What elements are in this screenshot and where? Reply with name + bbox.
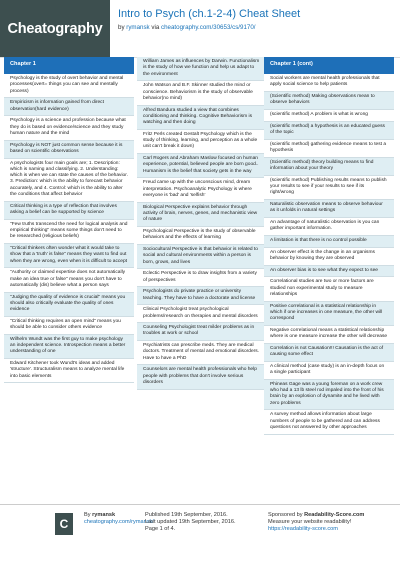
sheet-url-link[interactable]: cheatography.com/30653/cs/9170/ <box>161 24 256 31</box>
footer-author-name[interactable]: rymansk <box>92 512 116 518</box>
cheat-row: (Scientific method) Making observations mean to observe behaviors <box>264 92 394 110</box>
column-heading: Chapter 1 (cont) <box>264 57 394 74</box>
cheat-row: A survey method allows information about large numbers of people to be gathered and can address questions not answered by other approaches <box>264 410 394 434</box>
footer <box>0 504 400 567</box>
cheat-row: Correlation is not Causation!!! Causation is the act of causing some effect <box>264 344 394 362</box>
cheat-row: Psychology is the study of overt behavior and mental processes(overt= things you can see and mentally process) <box>4 74 134 98</box>
cheat-row: "Critical thinkers often wonder what it would take to show that a 'truth' is false" means they want to find out when they are wrong, even when it is difficult to accept <box>4 244 134 268</box>
footer-author-url[interactable]: cheatography.com/rymansk/ <box>84 519 154 525</box>
by-label: By <box>84 512 93 518</box>
cheat-row: "Few truths transcend the need for logical analysis and empirical thinking" means some things don't need to be researched (religious beliefs) <box>4 220 134 244</box>
cheat-row: Sociocultural Perspective is that behavior is related to social and cultural environments within a person is born, grows, and lives <box>137 245 267 269</box>
cheat-row: Freud came up with the unconscious mind, dream interpretation. Psychoanalytic Psychology is where everyone is 'bad' and 'selfish' <box>137 178 267 202</box>
footer-sponsor <box>268 512 364 533</box>
cheat-row: Negative correlational means a statistical relationship where is one measure increase the other will decrease <box>264 326 394 344</box>
via-prefix: via <box>149 24 162 31</box>
header <box>0 0 400 58</box>
column-2 <box>137 57 267 390</box>
cheat-row: Critical thinking is a type of reflection that involves asking a belief can be supported by science <box>4 202 134 220</box>
cheat-row: (scientific method) a hypothesis is an educated guess of the topic <box>264 122 394 140</box>
cheat-row: "Judging the quality of evidence is crucial" means you should also critically evaluate the quality of ones evidence <box>4 293 134 317</box>
updated-date: Last updated 19th September, 2016. <box>145 519 236 525</box>
author-link[interactable]: rymansk <box>126 24 150 31</box>
cheat-row: Psychology is NOT just common sense because it is based on scientific observations <box>4 141 134 159</box>
cheat-row: Carl Rogers and Abraham Maslow focused on human experience, potential, believed people are born good.. Humanism is the belief that society gets in the way <box>137 154 267 178</box>
cheat-row: (scientific method) gathering evidence means to test a hypothesis <box>264 140 394 158</box>
cheat-row: Correlational studies are two or more factors are studied non experimental study to measure relationships <box>264 277 394 301</box>
cheat-row: A limitation is that there is no control possible <box>264 236 394 248</box>
column-rows <box>264 74 394 435</box>
cheat-row: Social workers are mental health professionals that apply social science to help patients <box>264 74 394 92</box>
column-1 <box>4 57 134 383</box>
column-3 <box>264 57 394 435</box>
cheat-row: Naturalistic observation means to observe behaviour as it unfolds in natural settings <box>264 200 394 218</box>
byline <box>118 24 256 31</box>
cheat-row: Psychiatrists can prescribe meds. They are medical doctors. Treatment of mental and emotional disorders. Have to have a PhD <box>137 341 267 365</box>
cheat-row: Fritz Perls created Gestalt Psychology which is the study of thinking, learning, and perception as a whole unit can't break it down) <box>137 130 267 154</box>
cheat-row: (Scientific method) theory building means to find information about your theory <box>264 158 394 176</box>
page-count: Page 1 of 4. <box>145 526 176 532</box>
cheat-row: William James as influences by Darwin. Functionalism is the study of how we function and help us adapt to the environment <box>137 57 267 81</box>
cheat-row: A clinical method (case study) is an in-depth focus on a single participant <box>264 362 394 380</box>
cheat-row: Phineas Gage was a young foreman on a work crew who had a 13 lb steel rod impaled into the front of his brain by an explosion of dynamite and he lived with zero problems <box>264 380 394 411</box>
cheat-row: "Authority or claimed expertise does not automatically make an idea true or false" means you don't have to automatically (dis) believe what a person says <box>4 268 134 292</box>
cheat-row: Counselors are mental health professionals who help people with problems that don't involve serious disorders <box>137 365 267 389</box>
sponsor-url[interactable]: https://readability-score.com <box>268 526 338 532</box>
page-title: Intro to Psych (ch.1-2-4) Cheat Sheet <box>118 8 301 20</box>
cheat-row: Biological Perspective explains behavior through activity of brain, nerves, genes, and mechanistic view of nature <box>137 203 267 227</box>
cheat-row: An advantage of naturalistic observation is you can gather important information. <box>264 218 394 236</box>
cheat-row: Psychological Perspective is the study of observable behaviors and the effects of learning <box>137 227 267 245</box>
column-rows <box>137 57 267 390</box>
cheat-row: Clinical Psychologist treat psychological problems/research on therapies and mental disorders <box>137 305 267 323</box>
cheat-row: Wilhelm Wundt was the first guy to make psychology an independent science. Introspection means a better understanding of one <box>4 335 134 359</box>
cheat-row: Counseling Psychologist treat milder problems as in troubles at work or school <box>137 323 267 341</box>
column-heading: Chapter 1 <box>4 57 134 74</box>
cheat-row: An observer bias is to see what they expect to see <box>264 266 394 278</box>
cheat-row: An observer effect is the change in an organisms behavior by knowing they are observed <box>264 248 394 266</box>
cheat-row: (scientific method) Publishing results means to publish your results to see if your results to see if its right/wrong <box>264 176 394 200</box>
cheat-row: "Critical thinking requires an open mind" means you should be able to consider others evidence <box>4 317 134 335</box>
footer-author <box>84 512 154 526</box>
by-prefix: by <box>118 24 127 31</box>
cheatography-badge-icon: C <box>55 513 73 535</box>
cheat-row: A psychologists four main goals are; 1. Description: which is naming and classifying. 2. Understanding: which is when we can state the causes of the behavior. 3. Prediction: which is the ability to forecast behavior accurately, and 4. Control: which is the ability to alter the conditions that affect behavior <box>4 159 134 202</box>
cheatography-logo[interactable]: Cheatography <box>0 0 110 57</box>
published-date: Published 19th September, 2016. <box>145 512 228 518</box>
cheat-row: Eclectic Perspective is to draw insights from a variety of perspectives <box>137 269 267 287</box>
sponsor-name[interactable]: Readability-Score.com <box>304 512 365 518</box>
cheat-row: Edward Kitchener took Wundt's ideas and added 'structure'. Structuralism means to analyze mental life into basic elements <box>4 359 134 383</box>
cheat-row: Alfred Bandura studied a view that combines conditioning and thinking. Cognitive Behaviorism is watching and then doing <box>137 106 267 130</box>
cheat-row: (scientific method) A problem is what is wrong <box>264 110 394 122</box>
cheat-row: Positive correlational is a statistical relationship in which if one increases in one measure, the other will correspond <box>264 302 394 326</box>
sponsor-prefix: Sponsored by <box>268 512 305 518</box>
footer-dates <box>145 512 236 533</box>
cheat-row: Empiricism is information gained from direct observation(hard evidence) <box>4 98 134 116</box>
cheat-row: John Watson and B.F. Skinner studied the mind or conscience. Behaviorism is the study of observable behavior(no mind) <box>137 81 267 105</box>
sponsor-tagline: Measure your website readability! <box>268 519 352 525</box>
column-rows <box>4 74 134 383</box>
cheat-row: Psychologists do private practice or university teaching. They have to have a doctorate and license <box>137 287 267 305</box>
cheat-row: Psychology is a science and profession because what they do is based on evidence/science and they study human nature and the mind <box>4 116 134 140</box>
